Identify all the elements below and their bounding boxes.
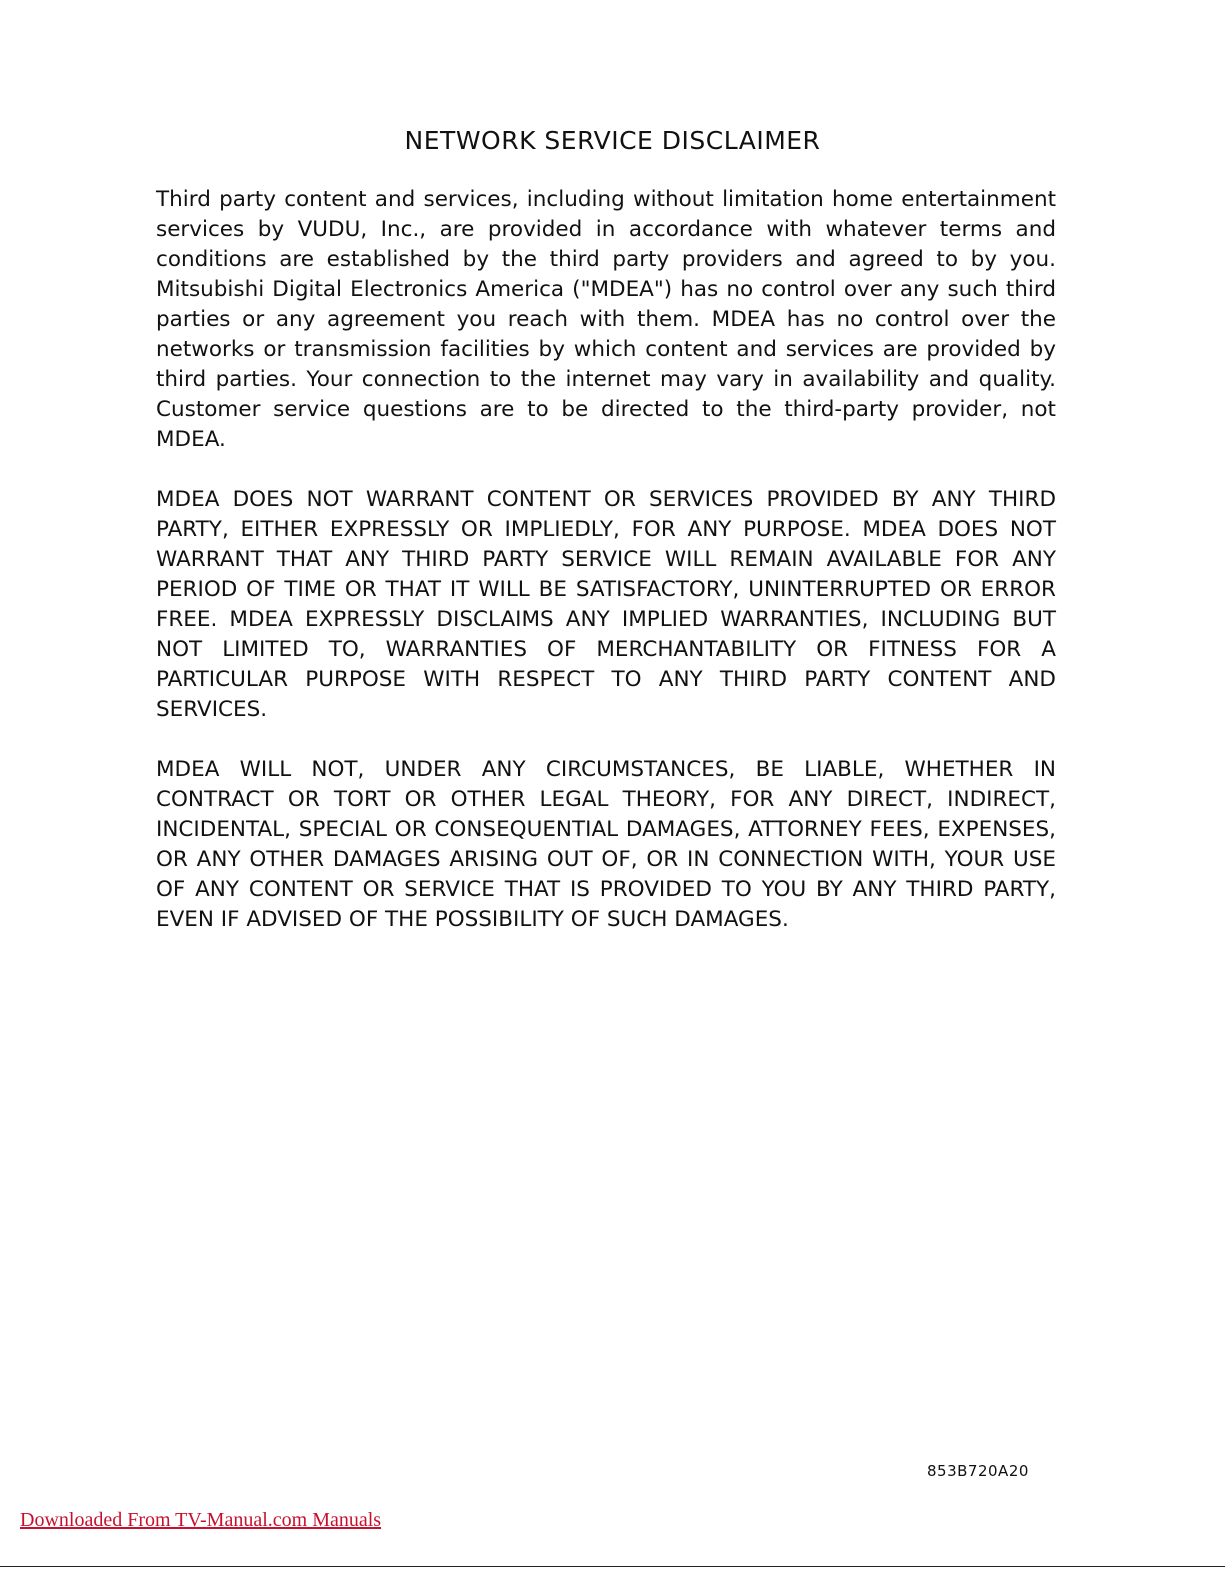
page-title: NETWORK SERVICE DISCLAIMER [404, 126, 821, 155]
disclaimer-body [156, 185, 1056, 965]
part-number: 853B720A20 [927, 1462, 1029, 1480]
paragraph-third-party: Third party content and services, including without limitation home entertainment services by VUDU, Inc., are provided in accordance with whatever terms and conditions are established by the third party providers and agreed to by you. Mitsubishi Digital Electronics America ("MDEA") has no control over any such third parties or any agreement you reach with them. MDEA has no control over the networks or transmission facilities by which content and services are provided by third parties. Your connection to the internet may vary in availability and quality. Customer service questions are to be directed to the third-party provider, not MDEA. [156, 187, 1056, 452]
bottom-divider [0, 1566, 1225, 1567]
paragraph-no-warranty: MDEA DOES NOT WARRANT CONTENT OR SERVICES PROVIDED BY ANY THIRD PARTY, EITHER EXPRESSLY OR IMPLIEDLY, FOR ANY PURPOSE. MDEA DOES NOT WARRANT THAT ANY THIRD PARTY SERVICE WILL REMAIN AVAILABLE FOR ANY PERIOD OF TIME OR THAT IT WILL BE SATISFACTORY, UNINTERRUPTED OR ERROR FREE. MDEA EXPRESSLY DISCLAIMS ANY IMPLIED WARRANTIES, INCLUDING BUT NOT LIMITED TO, WARRANTIES OF MERCHANTABILITY OR FITNESS FOR A PARTICULAR PURPOSE WITH RESPECT TO ANY THIRD PARTY CONTENT AND SERVICES. [156, 487, 1056, 722]
paragraph-liability: MDEA WILL NOT, UNDER ANY CIRCUMSTANCES, BE LIABLE, WHETHER IN CONTRACT OR TORT OR OTHER LEGAL THEORY, FOR ANY DIRECT, INDIRECT, INCIDENTAL, SPECIAL OR CONSEQUENTIAL DAMAGES, ATTORNEY FEES, EXPENSES, OR ANY OTHER DAMAGES ARISING OUT OF, OR IN CONNECTION WITH, YOUR USE OF ANY CONTENT OR SERVICE THAT IS PROVIDED TO YOU BY ANY THIRD PARTY, EVEN IF ADVISED OF THE POSSIBILITY OF SUCH DAMAGES. [156, 757, 1056, 932]
download-source-link[interactable]: Downloaded From TV-Manual.com Manuals [20, 1509, 382, 1531]
